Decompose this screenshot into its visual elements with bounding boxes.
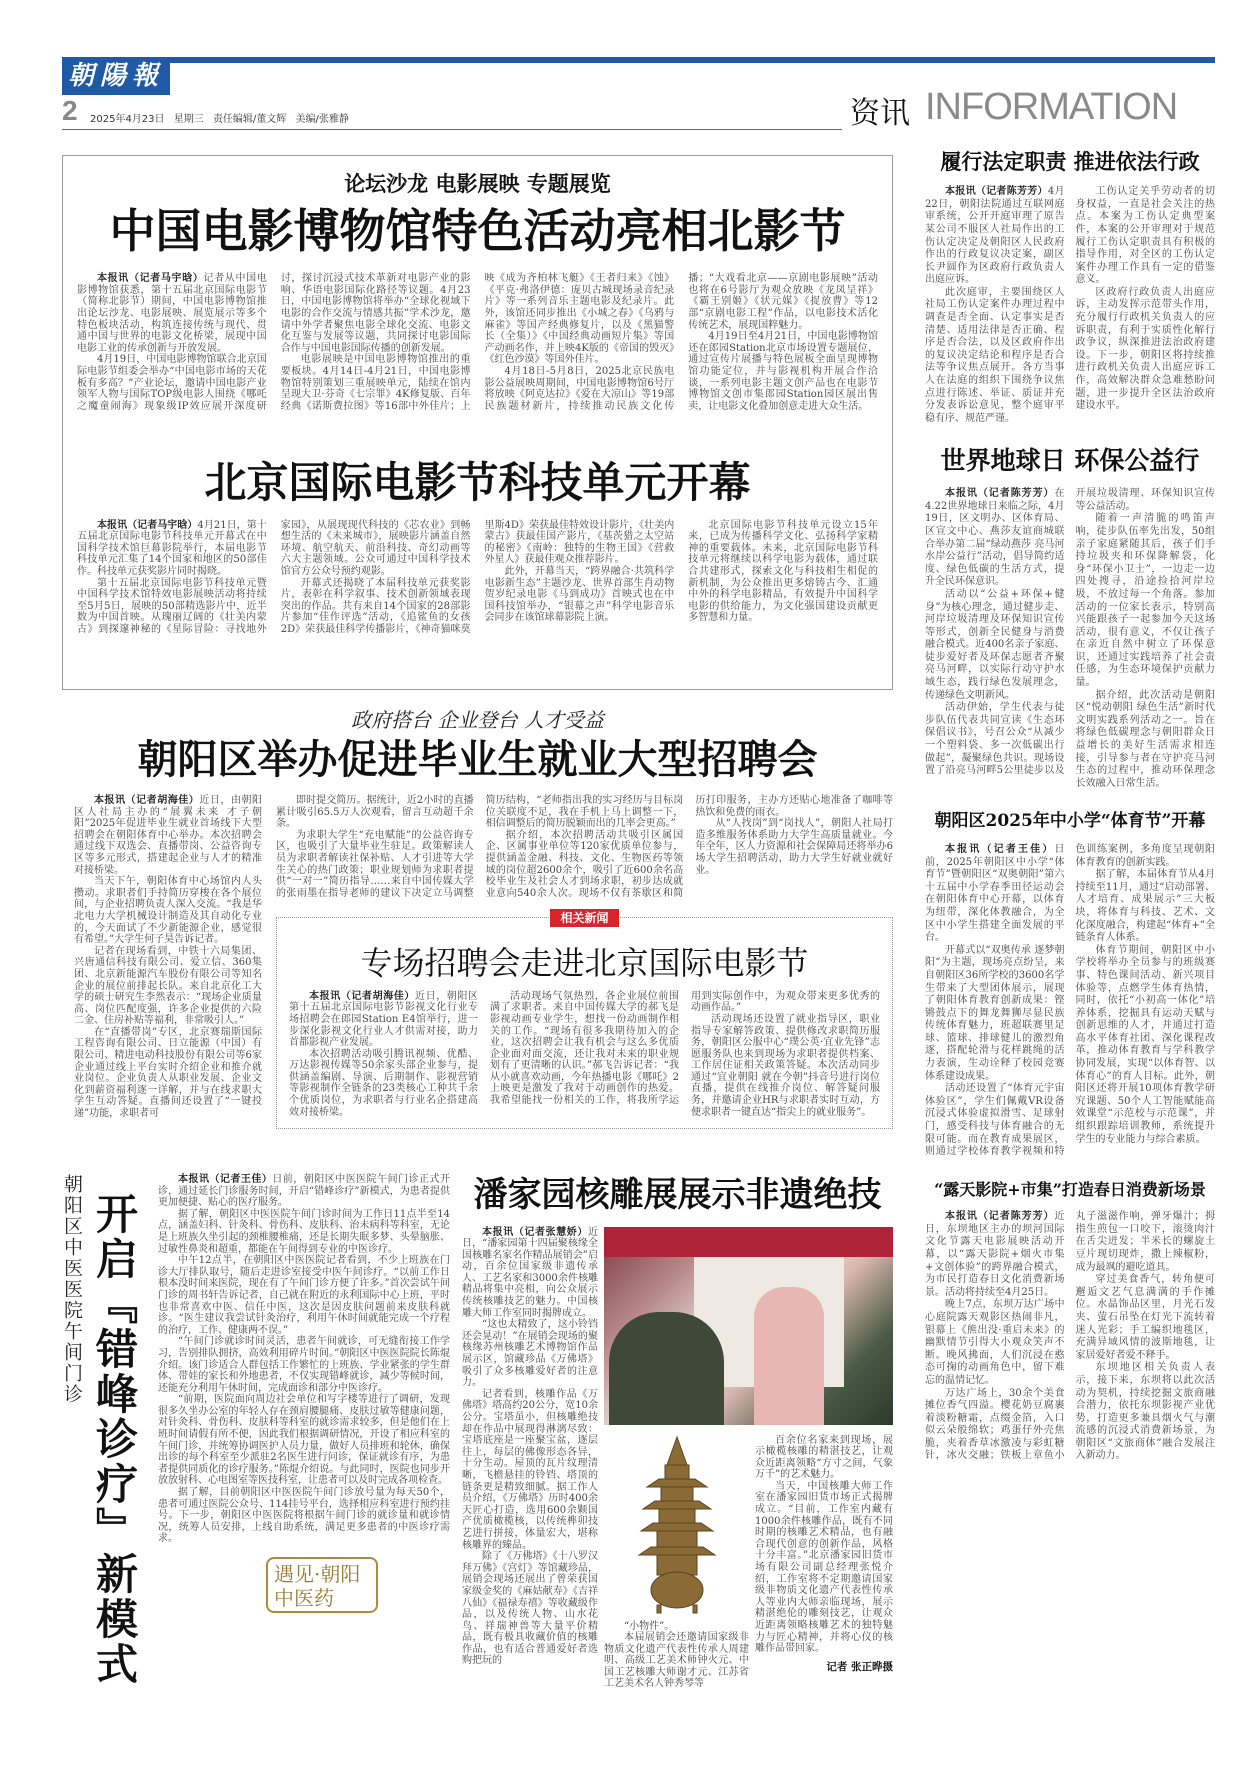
paragraph-text: 4月21日，第十五届北京国际电影节科技单元开幕式在中国科学技术馆巨幕影院举行，本届电影节科技单元汇集了14个国家和地区的50部佳作。科技单元获奖影片同时揭晓。: [77, 519, 267, 578]
article-paragraph: [276, 795, 474, 830]
scitech-body: [77, 520, 878, 636]
article-paragraph: [462, 1319, 598, 1389]
panjiayuan-col3: [755, 1435, 893, 1655]
editor-credit: 责任编辑/董文辉: [212, 114, 287, 125]
paragraph-text: 中午12点半，在朝阳区中医医院记者看到，不少上班族在门诊大厅排队取号，随后走进诊室接受中医午间诊疗。“以前工作日根本没时间来医院，现在有了午间门诊方便了许多。”首次尝试午间门诊的周书轩告诉记者，自己就在附近的永利国际中心上班，平时也非常喜欢中医、信任中医，这次是因皮肤问题前来皮肤科就诊。“医生建议我尝试针灸治疗，利用午休时间就能完成一个疗程的治疗，工作、健康两不误。”: [158, 1255, 450, 1336]
paragraph-text: 开幕式还揭晓了本届科技单元获奖影片，表彰在科学叙事、技术创新领域表现突出的作品。共有来自14个国家的28部影片参加“佳作评选”活动，《追鲨鱼的女孩2D》荣获最佳科学传播影片，《神奇猫咪莫里斯4D》荣获最佳特效设计影片，《壮美内蒙古》获最佳国产影片，《基茨猎之太空站的秘密》《南岭：独特的生物王国》《营救外星人》获最佳观众推荐影片。: [280, 519, 675, 636]
article-paragraph: [925, 1299, 1065, 1387]
paragraph-text: 活动以“公益+环保+健身”为核心理念，通过健步走、河岸垃圾清理及环保知识宣传等形式，创新全民健身与消费融合模式。近400名亲子家庭、徒步爱好者及环保志愿者齐聚亮马河畔，以实际行动守护水域生态，践行绿色发展理念，传递绿色文明新风。: [925, 588, 1065, 701]
article-paragraph: [1076, 869, 1216, 945]
paragraph-text: 记者在现场看到，中铁十六局集团、兴唐通信科技有限公司、爱立信、360集团、北京新能源汽车股份有限公司等知名企业的展位前排起长队。来自北京化工大学的硕士研究生李然表示：“现场企业质量高、岗位匹配度强，许多企业提供的六险二金、住房补贴等福利，非常吸引人。”: [74, 945, 262, 1027]
newspaper-logo: 朝陽報: [62, 57, 170, 95]
article-paragraph: [462, 1389, 598, 1551]
paragraph-text: 近日，由朝阳区人社局主办的“展翼未来 才子朝阳”2025年促进毕业生就业首场线下大型招聘会在朝阳体育中心举办。本次招聘会通过线下双选会、直播带岗、公益咨询专区等多元形式，搭建起企业与人才的精准对接桥梁。: [74, 795, 263, 876]
article-byline: 本报讯（记者陈芳芳）: [945, 186, 1048, 198]
paragraph-text: 4月19日至4月21日，中国电影博物馆还在郎园Station北京市场设置专题展位，通过宣传片展播与特色展板全面呈现博物馆功能定位，并与影视机构开展合作洽谈，一系列电影主题文创产品也在电影节博物馆文创市集郎园Station园区展出售卖，让电影文化叠加创意走进大众生活。: [688, 331, 878, 412]
paragraph-text: 此次庭审，主要围绕区人社局工伤认定案件办理过程中调查是否全面、认定事实是否清楚、适用法律是否正确、程序是否合法，以及区政府作出的复议决定结论和程序是否合法等争议焦点展开。各方当事人在法庭的组织下围绕争议焦点进行陈述、举证、质证并充分发表诉讼意见，整个庭审平稳有序、规范严谨。: [925, 286, 1065, 424]
article-paragraph: [691, 1014, 880, 1118]
article-paragraph: [755, 1481, 893, 1655]
article-paragraph: [604, 1621, 749, 1633]
panjiayuan-article: [462, 1174, 893, 1690]
article-byline: 本报讯（记者胡海佳）: [94, 795, 200, 806]
artisan-figure: [754, 1287, 824, 1425]
article-byline: 本报讯（记者王佳）: [945, 843, 1055, 855]
article-paragraph: [755, 1435, 893, 1481]
article-paragraph: [1076, 690, 1216, 791]
earthday-article: [925, 447, 1215, 790]
article-paragraph: [1076, 513, 1216, 689]
jobfair-body-right: [276, 795, 893, 899]
article-byline: 本报讯（记者胡海佳）: [309, 990, 415, 1002]
panjiayuan-col2: [604, 1621, 749, 1691]
paragraph-text: 北京国际电影节科技单元设立15年来，已成为传播科学文化、弘扬科学家精神的重要载体。未来，北京国际电影节科技单元将继续以科学电影为载体，通过联合共建形式，探索文化与科技相生相促的新机制，为公众推出更多熔铸古今、汇通中外的科学电影精品，有效提升中国科学电影的供给能力，为文化强国建设贡献更多智慧和力量。: [688, 519, 878, 624]
jobfair-body: [62, 795, 893, 1150]
related-news-box: [276, 911, 893, 1129]
section-title: 资讯: [850, 96, 910, 131]
article-paragraph: [925, 186, 1065, 287]
panjiayuan-col1: [462, 1227, 598, 1691]
related-news-tag: 相关新闻: [550, 909, 618, 927]
market-article: [925, 1181, 1215, 1463]
tcm-article: [158, 1174, 450, 1690]
feature-box: [62, 155, 893, 690]
paragraph-text: 此外，开幕当天，“跨界融合·共筑科学电影新生态”主题沙龙、世界首部生肖动物贺岁纪录电影《马到成功》首映式也在中国科技馆举办，“银幕之声”科学电影音乐会同步在该馆球幕影院上演。: [484, 566, 675, 624]
visitor-figure: [609, 1312, 724, 1425]
article-paragraph: [695, 818, 893, 876]
paragraph-text: 百余位名家来到现场，展示橄榄核雕的精湛技艺，让观众近距离领略“方寸之间，气象万千”的艺术魅力。: [755, 1434, 893, 1481]
article-paragraph: [1076, 186, 1216, 287]
paragraph-text: 在4.22世界地球日来临之际，4月19日，区文明办、区体育局、区宣文中心、燕莎友谊商城联合举办第二届“绿动燕莎 亮马河水岸公益行”活动，倡导简约适度、绿色低碳的生活方式，提升全民环保意识。: [925, 488, 1065, 588]
market-body: [925, 1211, 1215, 1463]
section-title-en: INFORMATION: [925, 86, 1178, 128]
paragraph-text: 当天，中国核雕大师工作室在潘家园旧货市场正式揭牌成立。“目前，工作室内藏有1000余件核雕作品，既有不同时期的核雕艺术精品，也有融合现代创意的创新作品，风格十分丰富。”北京潘家园旧货市场有限公司副总经理张悦介绍，工作室将不定期邀请国家级非物质文化遗产代表性传承人等业内大师亲临现场，展示精湛绝伦的雕刻技艺，让观众近距离领略核雕艺术的独特魅力与匠心精神，并将心仪的核雕作品带回家。: [755, 1480, 893, 1655]
paragraph-text: 4月18日-5月8日，2025北京民族电影公益展映周期间，中国电影博物馆6号厅将放映《阿克达拉》《爱在大凉山》等19部民族题材新片，持续推动民族文化传播；“大戏看北京——京剧电影展映”活动也将在6号影厅为观众放映《龙凤呈祥》《霸王别姬》《状元媒》《捉放曹》等12部“京剧电影工程”作品，以电影技术活化传统艺术，展现国粹魅力。: [484, 273, 878, 412]
paragraph-text: 本次招聘活动吸引腾讯视频、优酷、万达影视传媒等50余家头部企业参与，提供涵盖编剧、导演、后期制作、影视营销等影视制作全链条的23类核心工种共千余个优质岗位，为求职者与行业名企搭建高效对接桥梁。: [289, 1048, 478, 1118]
article-paragraph: [925, 1211, 1065, 1299]
paragraph-text: 活动伊始，学生代表与徒步队伍代表共同宣读《生态环保倡议书》，号召公众“从减少一个塑料袋、多一次低碳出行做起”，凝聚绿色共识。现场设置了沿亮马河畔5公里徒步以及开展垃圾清理、环保知识宣传等公益活动。: [925, 488, 1215, 777]
article-paragraph: [1076, 1362, 1216, 1463]
feature-headline: 中国电影博物馆特色活动亮相北影节: [109, 204, 846, 258]
jobfair-kicker: 政府搭台 企业登台 人才受益: [351, 708, 604, 732]
related-tag-wrap: [277, 907, 892, 926]
paragraph-text: 据了解，朝阳区中医医院午间门诊时间为工作日11点半至14点，涵盖妇科、针灸科、骨伤科、皮肤科、治未病科等科室，无论是上班族久坐引起的颈椎腰椎痛，还是长期失眠多梦、头晕脑胀、过敏性鼻炎和超重，都能在午间得到专业的中医诊疗。: [158, 1208, 450, 1255]
paragraph-text: “小物件”。: [624, 1620, 675, 1632]
paragraph-text: 晚上7点，东坝万达广场中心庭院露天观影区热闹非凡，银幕上《熊出没·重启未来》的幽默情节引得大小观众笑声不断。晚风拂面，人们沉浸在憨态可掬的动画角色中，留下难忘的温情记忆。: [925, 1299, 1065, 1386]
tcm-column-logo: 遇见·朝阳中医药: [266, 1557, 378, 1613]
article-paragraph: [74, 795, 262, 876]
paragraph-text: 记者看到，核雕作品《万佛塔》塔高约20公分，宽10余公分。宝塔虽小，但核雕绝技却在作品中展现得淋漓尽致：宝塔底座是一座聚宝盆，逐层往上，每层的佛像形态各异，十分生动。屋顶的瓦片纹理清晰，飞檐悬挂的铃铛、塔顶的链条更是精致细腻。据工作人员介绍，《万佛塔》历时400余天匠心打造，选用600余颗国产优质橄榄核，以传统榫卯技艺进行拼接，体量宏大，堪称核雕界的臻品。: [462, 1388, 598, 1551]
article-paragraph: [289, 991, 478, 1049]
article-paragraph: [74, 946, 262, 1027]
tcm-title-block: [62, 1174, 146, 1690]
article-paragraph: [1076, 287, 1216, 413]
article-paragraph: [925, 589, 1065, 702]
paragraph-text: 穿过美食香气，转角便可邂逅文艺气息满满的手作摊位。水晶饰品区里，月光石发夹、萤石吊坠在灯光下流转着迷人光彩；手工编织地毯区，充满异域风情的波斯地毯，让家居爱好者爱不释手。: [1075, 1274, 1215, 1361]
article-paragraph: [1076, 945, 1216, 1147]
paragraph-text: 本届展销会还邀请国家级非物质文化遗产代表性传承人周建明、高级工艺美术师钟火元、中国工艺核雕大师谢才元、江苏省工艺美术名人钟秀琴等: [604, 1632, 749, 1690]
article-paragraph: [925, 488, 1065, 589]
paragraph-text: 4月19日，中国电影博物馆联合北京国际电影节组委会举办“中国电影市场的天花板有多高？”产业论坛，邀请中国电影产业领军人物与国际TOP级电影人围绕《哪吒之魔童闹海》现象级IP效应展开深度研讨，探讨沉浸式技术革新对电影产业的影响、华语电影国际化路径等议题。4月23日，中国电影博物馆将举办“全球化视域下电影的合作交流与情感共振”学术沙龙，邀请中外学者聚焦电影全球化交流、电影文化互鉴与发展等议题，共同探讨电影国际合作与中国电影国际传播的创新发展。: [77, 273, 471, 412]
article-paragraph: [925, 844, 1065, 945]
paragraph-text: 日前，朝阳区中医医院午间门诊正式开诊，通过延长门诊服务时间，开启“错峰诊疗”新模式，为患者提供更加便捷、贴心的医疗服务。: [158, 1174, 451, 1209]
article-paragraph: [158, 1336, 450, 1394]
paragraph-text: 万达广场上，30余个美食摊位香气四溢。樱花奶豆腐裹着淡粉糖霜，点缀金箔，入口似云朵般绵软；鸡蛋仔外壳焦脆，夹着香草冰激凌与彩虹糖针，冰火交融；铁板上章鱼小丸子滋滋作响，弹牙爆汁；拇指生煎包一口咬下，滚烫肉汁在舌尖迸发；半米长的螺旋土豆片现切现炸，撒上辣椒粉，成为最飒的避吃道具。: [925, 1211, 1215, 1462]
tcm-headline: 开启『错峰诊疗』新模式: [90, 1191, 139, 1687]
paragraph-text: 活动现场还设置了就业指导区，职业指导专家解答政策、提供修改求职简历服务，朝阳区公服中心“璞公英·宜业先锋”志愿服务队也来到现场为求职者提供档案、工作居住证相关政策答疑。本次活动同步通过“宜业朝阳 就在今朝”抖音号进行岗位直播，提供在线推介岗位、解答疑问服务，并邀请企业HR与求职者实时互动，方便求职者一键直达“指尖上的就业服务”。: [691, 1013, 880, 1118]
article-paragraph: [74, 1027, 262, 1120]
paragraph-text: 当天下午，朝阳体育中心场馆内人头攒动。求职者们手持简历穿梭在各个展位间，与企业招聘负责人深入交流。“我是华北电力大学机械设计制造及其自动化专业的，今天面试了不少新能源企业，感觉很有希望。”大学生何子昊告诉记者。: [74, 876, 262, 946]
main-column: [62, 155, 893, 1690]
designer-credit: 美编/张雅静: [295, 114, 349, 125]
paragraph-text: “前期，医院面向周边社会单位和写字楼等进行了调研，发现很多久坐办公室的年轻人存在颈肩腰腿痛、皮肤过敏等健康问题，对针灸科、骨伤科、皮肤科等科室的就诊需求较多，但是他们在上班时间请假有所不便，因此我们根据调研情况，开设了相应科室的午间门诊，并统筹协调医护人员力量，做好人员排班和轮休，确保出诊的每个科室至少派驻2名医生进行问诊，保证就诊有序，为患者提供同质化的诊疗服务。”陈焜介绍说。与此同时，医院也同步开放放射科、心电图室等医技科室，让患者可以及时完成各项检查。: [158, 1394, 450, 1487]
paragraph-text: “这也太精致了，这小铃铛还会晃动！”在展销会现场的聚核缘苏州核雕艺术博物馆作品展示区，馆藏珍品《万佛塔》吸引了众多核雕爱好者的注意力。: [462, 1319, 598, 1389]
article-byline: 本报讯（记者陈芳芳）: [945, 488, 1055, 500]
panjiayuan-headline: 潘家园核雕展展示非遗绝技: [473, 1175, 882, 1215]
article-byline: 本报讯（记者马宇晗）: [97, 519, 198, 531]
article-paragraph: [158, 1487, 450, 1545]
panjiayuan-col3-wrap: [755, 1431, 893, 1691]
article-byline: 本报讯（记者王佳）: [178, 1174, 273, 1185]
law-article: [925, 150, 1215, 425]
scitech-headline: 北京国际电影节科技单元开幕: [204, 458, 751, 508]
paragraph-text: 工伤认定关乎劳动者的切身权益，一直是社会关注的热点。本案为工伤认定典型案件，本案的公开审理对于规范履行工伤认定职责具有积极的指导作用，对全区的工伤认定案件办理工作具有一定的借鉴意义。: [1075, 186, 1215, 286]
article-paragraph: [462, 1551, 598, 1667]
issue-date: 2025年4月23日: [90, 114, 165, 125]
sports-headline: 朝阳区2025年中小学“体育节”开幕: [934, 811, 1206, 832]
article-paragraph: [485, 566, 675, 624]
paragraph-text: 4月22日，朝阳法院通过互联网庭审系统，公开开庭审理了原告某公司不服区人社局作出的工伤认定决定及朝阳区人民政府作出的行政复议决定案，副区长尹圆作为区政府行政负责人出庭应诉。: [925, 186, 1065, 286]
article-paragraph: [1076, 1274, 1216, 1362]
paragraph-text: 近日，东坝地区主办的坝河国际文化节露天电影展映活动开幕，以“露天影院+烟火市集+文创体验”的跨界融合模式，为市民打造春日文化消费新场景。活动将持续至4月25日。: [925, 1211, 1065, 1298]
paragraph-text: 即时提交简历。据统计，近2小时的直播累计吸引65.5万人次观看，留言互动超千余条。: [276, 795, 474, 830]
tent-canopy: [604, 1227, 893, 1257]
paragraph-text: 从“人找岗”到“岗找人”，朝阳人社局打造多维服务体系助力大学生高质量就业。今年全年，区人力资源和社会保障局还将举办6场大学生招聘活动，助力大学生好就业就好业。: [695, 818, 893, 876]
article-paragraph: [604, 1632, 749, 1690]
paragraph-text: 体育节期间，朝阳区中小学校将举办全员参与的班级赛事、特色课间活动、新兴项目体验等，点燃学生体育热情，同时，依托“小初高一体化”培养体系，挖掘具有运动天赋与创新思维的人才，并通过打造高水平体育社团、深化课程改革，推动体育教育与学科教学协同发展，实现“以体育智、以体育心”的育人目标。此外，朝阳区还将开展10项体育教学研究课题、50个人工智能赋能高效课堂“示范校与示范课”，并组织跟踪培训教师，系统提升学生的专业能力与综合素质。: [1075, 944, 1215, 1145]
paragraph-text: 据介绍，本次招聘活动共吸引区属国企、区属事业单位等120家优质单位参与，提供涵盖金融、科技、文化、生物医药等领域的岗位超2600余个，吸引了近600余名高校毕业生及社会人才到场求职，初步达成就业意向540余人次。现场不仅有茶歇区和简历打印服务，主办方还贴心地准备了咖啡等热饮和免费的雨衣。: [485, 795, 893, 899]
paragraph-text: 区政府行政负责人出庭应诉，主动发挥示范带头作用，充分履行行政机关负责人的应诉职责，有利于实质性化解行政争议，纵深推进法治政府建设。下一步，朝阳区将持续推进行政机关负责人出庭应诉工作，高效解决群众急难愁盼问题，进一步提升全区法治政府建设水平。: [1075, 286, 1215, 412]
photo-credit: 记者 张正晔摄: [826, 1660, 893, 1673]
related-headline: 专场招聘会走进北京国际电影节: [360, 944, 809, 983]
market-headline: “露天影院+市集”打造春日消费新场景: [934, 1179, 1206, 1199]
issue-weekday: 星期三: [173, 114, 204, 125]
paragraph-text: 除了《万佛塔》《十八罗汉拜万佛》《宫灯》等馆藏珍品，展销会现场还展出了曾荣获国家级金奖的《麻姑献寿》《吉祥八仙》《福禄寿禧》等收藏级作品，以及传统人物、山水花鸟、祥瑞神兽等大量平价精品，既有极具收藏价值的核雕作品，也有适合普通爱好者选购把玩的: [462, 1551, 598, 1667]
pagoda-and-col2: [604, 1431, 749, 1691]
feature-kicker: 论坛沙龙 电影展映 专题展览: [344, 171, 611, 196]
sports-article: [925, 812, 1215, 1158]
article-paragraph: [688, 520, 878, 624]
earthday-body: [925, 488, 1215, 790]
related-body: [289, 991, 880, 1119]
article-byline: 本报讯（记者马宇晗）: [97, 273, 204, 285]
paragraph-text: 近日，朝阳区第十五届北京国际电影节影视文化行业专场招聘会在郎园Station E4馆举行，进一步深化影视文化行业人才供需对接，助力首都影视产业发展。: [289, 990, 478, 1049]
article-paragraph: [158, 1394, 450, 1487]
paragraph-text: 活动现场气氛热烈，各企业展位前围满了求职者。来自中国传媒大学的郝飞是影视动画专业学生，想找一份动画制作相关的工作。“现场有很多我期待加入的企业，这次招聘会让我有机会与这么多优质企业面对面交流，还让我对未来的职业规划有了更清晰的认识。”郝飞告诉记者：“我从小就喜欢动画，今年热播电影《哪吒》2上映更是激发了我对于动画创作的热爱。我希望能找一份相关的工作，将我所学运用到实际创作中，为观众带来更多优秀的动画作品。”: [490, 990, 880, 1107]
article-paragraph: [925, 945, 1065, 1084]
paragraph-text: 在“直播带岗”专区，北京赛瑞斯国际工程咨询有限公司、日立能源（中国）有限公司、精进电动科技股份有限公司等6家企业通过线上平台实时介绍企业和推介就业岗位。企业负责人从职业发展、企业文化到薪资福利逐一详解，并与在线求职大学生互动答疑。直播间还设置了“一键投递”功能，求职者可: [74, 1026, 262, 1120]
paragraph-text: 据介绍，此次活动是朝阳区“悦动朝阳 绿色生活”新时代文明实践系列活动之一。旨在将绿色低碳理念与朝阳群众日益增长的美好生活需求相连接，引导参与者在守护亮马河生态的过程中，推动环保理念长效融入日常生活。: [1075, 689, 1215, 789]
paragraph-text: 开幕式以“双奥传承 逐梦朝阳”为主题，现场亮点纷呈，来自朝阳区36所学校的3600名学生带来了大型团体展示，展现了朝阳体育教育创新成果：铿锵鼓点下的舞龙舞狮尽显民族传统体育魅力，班超联赛里足球、篮球、排球健儿的激烈角逐，搭配轮滑与花样跳绳的活力表演，生动诠释了校园竞赛体系建设成果。: [925, 944, 1065, 1082]
paragraph-text: 记者从中国电影博物馆获悉，第十五届北京国际电影节（简称北影节）期间，中国电影博物馆推出论坛沙龙、电影展映、展览展示等多个特色板块活动，构筑连接传统与现代、贯通中国与世界的电影文化桥梁，展现中国电影工业的传承创新与开放发展。: [77, 273, 267, 354]
article-paragraph: [688, 331, 878, 412]
jobfair-right-area: [276, 795, 893, 1150]
paragraph-text: 电影展映是中国电影博物馆推出的重要板块。4月14日-4月21日，中国电影博物馆特别策划三重展映单元，陆续在馆内呈现大卫·芬奇《七宗罪》4K修复版、百年经典《诺斯费拉图》等16部中外佳片；上映《成为齐柏林飞艇》《王者归来》《蚀》《平克·弗洛伊德：庞贝古城现场录音纪录片》等一系列音乐主题电影及纪录片。此外，该馆还同步推出《小城之春》《乌鸦与麻雀》等国产经典修复片，以及《黑猫警长（全集）》《中国经典动画短片集》等国产动画名作，并上映4K版的《帝国的毁灭》《红色沙漠》等国外佳片。: [280, 273, 675, 412]
paragraph-text: “午间门诊就诊时间灵活，患者午间就诊，可无缝衔接工作学习，告别排队拥挤，高效利用碎片时间。”朝阳区中医医院院长陈焜介绍。该门诊适合人群包括工作繁忙的上班族、学业紧张的学生群体、带娃的家长和外地患者，不仅实现错峰就诊，减少等候时间，还能充分利用午休时间，完成面诊和部分中医诊疗。: [158, 1336, 450, 1394]
paragraph-text: 日前，2025年朝阳区中小学“体育节”暨朝阳区“双奥朝阳”第六十五届中小学春季田径运动会在朝阳体育中心开幕，以体育为纽带，深化体教融合，为全区中小学生搭建全面发展的平台。: [925, 843, 1065, 944]
right-column: [925, 150, 1215, 1485]
article-paragraph: [462, 1227, 598, 1320]
earthday-headline: 世界地球日 环保公益行: [940, 446, 1200, 476]
sports-body: [925, 844, 1215, 1159]
tcm-kicker: 朝阳区中医医院午间门诊: [61, 1174, 83, 1405]
article-paragraph: [77, 520, 267, 578]
header-rule: [62, 129, 842, 130]
article-paragraph: [158, 1209, 450, 1255]
article-paragraph: [158, 1255, 450, 1336]
paragraph-text: 近日，“潘家园第十四届聚核缘全国核雕名家名作精品展销会”启动，百余位国家级非遗传承人、工艺名家和3000余件核雕精品将集中亮相，向公众展示传统核雕技艺的魅力。中国核雕大师工作室同时揭牌成立。: [462, 1226, 598, 1319]
pagoda-carving-image: [637, 1435, 717, 1615]
paragraph-text: 活动还设置了“体育元宇宙体验区”，学生们佩戴VR设备沉浸式体验虚拟滑雪、足球射门，感受科技与体育融合的无限可能。而在教育成果展区，则通过学校体育教学视频和特色训练案例，多角度呈现朝阳体育教育的创新实践。: [925, 843, 1215, 1158]
article-paragraph: [289, 1049, 478, 1119]
tcm-body: [158, 1174, 450, 1545]
panjiayuan-columns: [462, 1227, 893, 1691]
paragraph-text: 随着一声清脆的鸣笛声响，徒步队伍率先出发，50组亲子家庭紧随其后，孩子们手持垃圾夹和环保降解袋，化身“环保小卫士”，一边走一边四处搜寻，沿途捡拾河岸垃圾，不放过每一个角落。参加活动的一位家长表示，特别高兴能跟孩子一起参加今天这场活动，很有意义，不仅让孩子在亲近自然中树立了环保意识，还通过实践培养了社会责任感，为生态环境保护贡献力量。: [1075, 513, 1215, 689]
law-body: [925, 186, 1215, 425]
booth-photo: [604, 1227, 893, 1425]
paragraph-text: 据了解，本届体育节从4月持续至11月，通过“启动部署、人才培育、成果展示”三大板块，将体育与科技、艺术、文化深度融合，构建起“体育+”全链条育人体系。: [1075, 869, 1215, 944]
page-number: 2: [62, 95, 78, 126]
article-paragraph: [74, 876, 262, 946]
paragraph-text: 第十五届北京国际电影节科技单元暨中国科学技术馆特效电影展映活动将持续至5月5日，展映的50部精选影片中，近半数为中国首映。从瑰丽辽阔的《壮美内蒙古》到探邃神秘的《星际冒险：寻找地外家园》，从展现现代科技的《芯农业》到畅想生活的《未来城市》，展映影片涵盖自然环境、航空航天、前沿科技、奇幻动画等六大主题领域。公众可通过中国科学技术馆官方公众号预约观影。: [77, 519, 471, 636]
article-paragraph: [158, 1174, 450, 1209]
article-paragraph: [925, 287, 1065, 426]
article-byline: 本报讯（记者陈芳芳）: [945, 1211, 1055, 1223]
masthead-bar: [62, 57, 1215, 63]
issue-meta: [90, 110, 349, 125]
article-paragraph: [77, 273, 267, 354]
article-byline: 本报讯（记者张慧娇）: [482, 1226, 588, 1238]
bottom-section: [62, 1174, 893, 1690]
jobfair-body-left: [62, 795, 262, 1150]
paragraph-text: 东坝地区相关负责人表示，接下来，东坝将以此次活动为契机，持续挖掘文旅商融合潜力，依托东坝影视产业优势，打造更多兼具烟火气与潮流感的沉浸式消费新场景，为朝阳区“文旅商体”融合发展注入新动力。: [1075, 1362, 1215, 1462]
feature-body: [77, 273, 878, 453]
paragraph-text: 据了解，目前朝阳区中医医院午间门诊放号量为每天50个，患者可通过医院公众号、114挂号平台，选择相应科室进行预约挂号。下一步，朝阳区中医医院将根据午间门诊的就诊量和就诊情况，统筹人员安排，上线自助系统，满足更多患者的中医诊疗需求。: [158, 1487, 450, 1545]
law-headline: 履行法定职责 推进依法行政: [940, 149, 1200, 174]
jobfair-headline: 朝阳区举办促进毕业生就业大型招聘会: [137, 736, 818, 783]
paragraph-text: 为求职大学生“充电赋能”的公益咨询专区，也吸引了大量毕业生驻足。政策解读人员为求职者解读社保补贴、人才引进等大学生关心的热门政策；职业规划师为求职者提供“一对一”简历指导……来自中国传媒大学的张雨墨在指导老师的建议下决定立马调整简历结构，“老师指出我的实习经历与目标岗位关联度不足，我在手机上马上调整一下，相信调整后的简历脱颖而出的几率会更高。”: [276, 795, 684, 899]
